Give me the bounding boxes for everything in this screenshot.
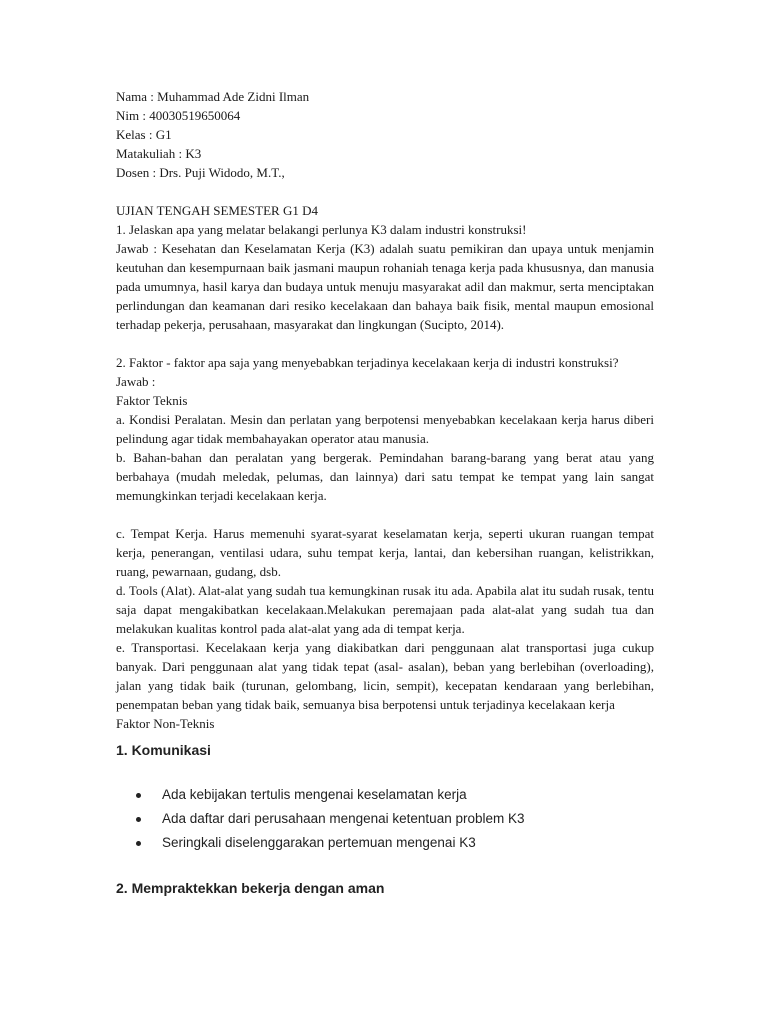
list-item-text: Seringkali diselenggarakan pertemuan mengenai K3 — [162, 835, 476, 850]
factor-item-e: e. Transportasi. Kecelakaan kerja yang diakibatkan dari penggunaan alat transportasi juga cukup banyak. Dari penggunaan alat yang tidak tepat (asal- asalan), beban yang berlebihan (overloading), jalan yang tidak baik (turunan, gelombang, licin, sempit), kecepatan kendaraan yang berlebihan, penempatan beban yang tidak baik, semuanya bisa berpotensi untuk terjadinya kecelakaan kerja — [116, 640, 654, 712]
question-2: 2. Faktor - faktor apa saja yang menyebabkan terjadinya kecelakaan kerja di industri konstruksi? — [116, 355, 619, 370]
bullet-icon — [136, 817, 141, 822]
non-technical-factors-label: Faktor Non-Teknis — [116, 716, 215, 731]
non-technical-section — [116, 739, 654, 899]
bullet-icon — [136, 793, 141, 798]
list-item — [116, 807, 654, 831]
spacer — [116, 334, 654, 353]
technical-factors-label: Faktor Teknis — [116, 393, 188, 408]
factor-item-d: d. Tools (Alat). Alat-alat yang sudah tua kemungkinan rusak itu ada. Apabila alat itu sudah rusak, tentu saja dapat mengakibatkan kecelakaan.Melakukan peremajaan pada alat-alat yang sudah tua dan melakukan kualitas kontrol pada alat-alat yang ada di tempat kerja. — [116, 583, 654, 636]
lecturer-name: Dosen : Drs. Puji Widodo, M.T., — [116, 165, 285, 180]
bullet-icon — [136, 841, 141, 846]
factor-item-c: c. Tempat Kerja. Harus memenuhi syarat-syarat keselamatan kerja, seperti ukuran ruangan tempat kerja, penerangan, ventilasi udara, suhu tempat kerja, lantai, dan kebersihan ruangan, kelistrikkan, ruang, pewarnaan, gudang, dsb. — [116, 526, 654, 579]
exam-title: UJIAN TENGAH SEMESTER G1 D4 — [116, 203, 318, 218]
factor-item-a: a. Kondisi Peralatan. Mesin dan perlatan yang berpotensi menyebabkan kecelakaan kerja harus diberi pelindung agar tidak membahayakan operator atau manusia. — [116, 412, 654, 446]
list-item — [116, 783, 654, 807]
list-item — [116, 831, 654, 855]
list-item-text: Ada daftar dari perusahaan mengenai ketentuan problem K3 — [162, 811, 525, 826]
course-name: Matakuliah : K3 — [116, 146, 202, 161]
komunikasi-bullet-list — [116, 783, 654, 855]
section-heading-komunikasi: 1. Komunikasi — [116, 742, 211, 758]
spacer — [116, 505, 654, 524]
document-body — [116, 87, 654, 899]
factor-item-b: b. Bahan-bahan dan peralatan yang bergerak. Pemindahan barang-barang yang berat atau yang berbahaya (mudah meledak, pelumas, dan lainnya) dari satu tempat ke tempat yang lain sangat memungkinkan terjadi kecelakaan kerja. — [116, 450, 654, 503]
question-1: 1. Jelaskan apa yang melatar belakangi perlunya K3 dalam industri konstruksi! — [116, 222, 527, 237]
spacer — [116, 182, 654, 201]
student-class: Kelas : G1 — [116, 127, 172, 142]
answer-2-label: Jawab : — [116, 374, 156, 389]
student-nim: Nim : 40030519650064 — [116, 108, 241, 123]
student-name: Nama : Muhammad Ade Zidni Ilman — [116, 89, 310, 104]
answer-1: Jawab : Kesehatan dan Keselamatan Kerja (K3) adalah suatu pemikiran dan upaya untuk menjamin keutuhan dan kesempurnaan baik jasmani maupun rohaniah tenaga kerja pada khususnya, dan manusia pada umumnya, hasil karya dan budaya untuk menuju masyarakat adil dan makmur, serta menciptakan perlindungan dan keamanan dari resiko kecelakaan dan bahaya baik fisik, mental maupun emosional terhadap pekerja, perusahaan, masyarakat dan lingkungan (Sucipto, 2014). — [116, 241, 654, 332]
list-item-text: Ada kebijakan tertulis mengenai keselamatan kerja — [162, 787, 467, 802]
section-heading-safe-work: 2. Mempraktekkan bekerja dengan aman — [116, 880, 385, 896]
